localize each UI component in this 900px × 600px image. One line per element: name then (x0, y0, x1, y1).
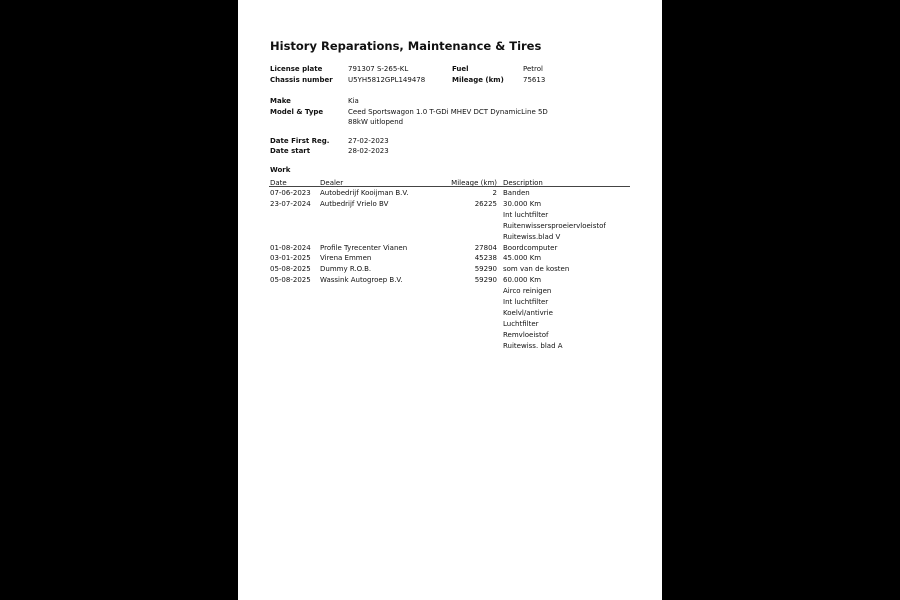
row-dealer: Profile Tyrecenter Vianen (320, 243, 408, 252)
col-mileage-header: Mileage (km) (451, 179, 497, 187)
mileage-value: 75613 (523, 76, 546, 84)
make-value: Kia (348, 97, 359, 105)
row-dealer: Virena Emmen (320, 254, 372, 263)
col-description-header: Description (503, 179, 543, 187)
row-description: Banden (503, 189, 530, 197)
row-description: Int luchtfilter (503, 298, 549, 306)
row-description: Boordcomputer (503, 243, 558, 252)
model-label: Model & Type (270, 108, 324, 116)
chassis-value: U5YH5812GPL149478 (348, 76, 426, 84)
row-date: 05-08-2025 (270, 276, 311, 285)
row-description: 60.000 Km (503, 276, 542, 285)
col-date-header: Date (270, 179, 287, 187)
row-dealer: Dummy R.O.B. (320, 265, 372, 274)
row-description: Ruitenwissersproeiervloeistof (503, 221, 606, 230)
page-title: History Reparations, Maintenance & Tires (270, 39, 542, 53)
row-date: 03-01-2025 (270, 254, 311, 263)
mileage-label: Mileage (km) (452, 76, 504, 84)
row-description: 30.000 Km (503, 199, 542, 208)
license-plate-label: License plate (270, 65, 323, 73)
row-mileage: 59290 (474, 265, 497, 274)
row-description: Ruitewiss. blad A (503, 341, 563, 350)
row-description: 45.000 Km (503, 254, 542, 263)
row-description: Int luchtfilter (503, 210, 549, 219)
fuel-label: Fuel (452, 65, 469, 73)
row-description: Remvloeistof (503, 330, 549, 339)
row-dealer: Wassink Autogroep B.V. (320, 276, 403, 285)
row-description: Airco reinigen (503, 287, 552, 296)
make-label: Make (270, 97, 291, 105)
row-mileage: 27804 (474, 243, 497, 252)
model-value: Ceed Sportswagon 1.0 T-GDi MHEV DCT DynamicLine 5D 88kW uitlopend (348, 108, 548, 126)
row-description: Luchtfilter (503, 319, 539, 328)
chassis-label: Chassis number (270, 76, 333, 84)
row-mileage: 2 (492, 189, 497, 197)
row-mileage: 26225 (474, 199, 497, 208)
row-date: 05-08-2025 (270, 265, 311, 274)
row-description: Ruitewiss.blad V (503, 232, 561, 241)
row-description: som van de kosten (503, 265, 570, 274)
row-dealer: Autobedrijf Kooijman B.V. (320, 189, 409, 197)
header-divider (269, 186, 630, 187)
work-heading: Work (270, 166, 291, 174)
col-dealer-header: Dealer (320, 179, 344, 187)
document-page (238, 0, 662, 600)
date-start-value: 28-02-2023 (348, 147, 389, 155)
row-dealer: Autbedrijf Vrielo BV (320, 199, 389, 208)
license-plate-value: 791307 S-265-KL (348, 65, 409, 73)
row-mileage: 45238 (474, 254, 497, 263)
first-reg-label: Date First Reg. (270, 137, 330, 145)
row-mileage: 59290 (474, 276, 497, 285)
first-reg-value: 27-02-2023 (348, 137, 389, 145)
row-date: 01-08-2024 (270, 243, 311, 252)
row-date: 23-07-2024 (270, 199, 311, 208)
row-date: 07-06-2023 (270, 189, 311, 197)
fuel-value: Petrol (523, 65, 543, 73)
date-start-label: Date start (270, 147, 311, 155)
row-description: Koelvl/antivrie (503, 308, 553, 317)
